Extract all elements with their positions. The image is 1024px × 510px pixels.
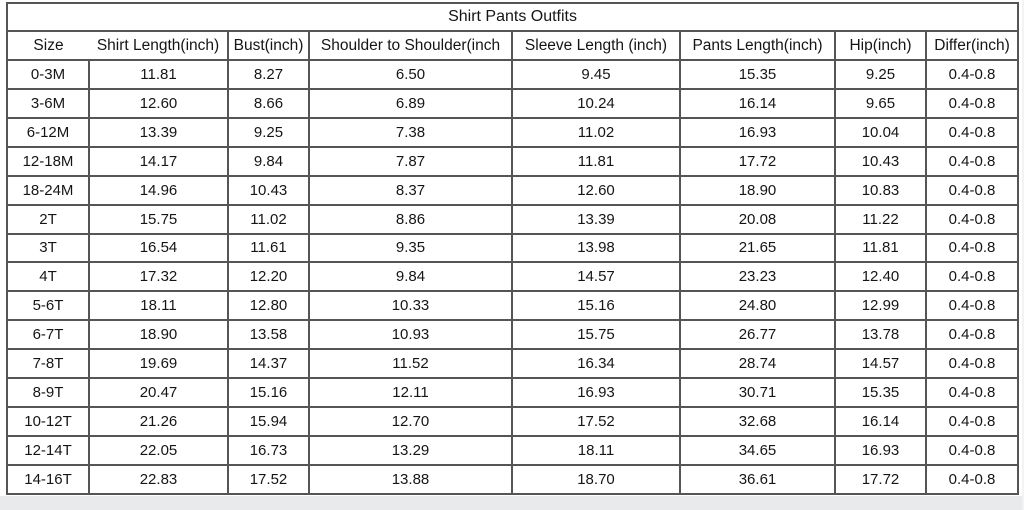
value-cell: 0.4-0.8	[926, 407, 1018, 436]
table-row-6-7t	[7, 320, 1018, 349]
column-header-shirt-length-inch: Shirt Length(inch)	[89, 31, 228, 60]
value-cell: 12.40	[835, 262, 926, 291]
value-cell: 36.61	[680, 465, 835, 494]
value-cell: 10.04	[835, 118, 926, 147]
value-cell: 12.11	[309, 378, 512, 407]
value-cell: 9.35	[309, 234, 512, 263]
value-cell: 10.83	[835, 176, 926, 205]
value-cell: 19.69	[89, 349, 228, 378]
value-cell: 11.02	[512, 118, 680, 147]
table-row-0-3m	[7, 60, 1018, 89]
value-cell: 18.90	[89, 320, 228, 349]
value-cell: 13.39	[89, 118, 228, 147]
value-cell: 11.52	[309, 349, 512, 378]
value-cell: 16.34	[512, 349, 680, 378]
value-cell: 15.16	[512, 291, 680, 320]
table-row-12-14t	[7, 436, 1018, 465]
value-cell: 22.83	[89, 465, 228, 494]
value-cell: 0.4-0.8	[926, 465, 1018, 494]
value-cell: 14.96	[89, 176, 228, 205]
table-row-10-12t	[7, 407, 1018, 436]
value-cell: 10.33	[309, 291, 512, 320]
value-cell: 12.99	[835, 291, 926, 320]
value-cell: 12.60	[89, 89, 228, 118]
value-cell: 9.25	[835, 60, 926, 89]
value-cell: 17.52	[512, 407, 680, 436]
value-cell: 0.4-0.8	[926, 262, 1018, 291]
table-row-3t	[7, 234, 1018, 263]
column-header-shoulder-to-shoulder-inch: Shoulder to Shoulder(inch	[309, 31, 512, 60]
bottom-strip	[0, 496, 1024, 510]
value-cell: 9.45	[512, 60, 680, 89]
size-cell: 0-3M	[7, 60, 89, 89]
value-cell: 22.05	[89, 436, 228, 465]
value-cell: 11.81	[512, 147, 680, 176]
value-cell: 32.68	[680, 407, 835, 436]
size-cell: 6-12M	[7, 118, 89, 147]
table-row-4t	[7, 262, 1018, 291]
size-cell: 12-18M	[7, 147, 89, 176]
value-cell: 14.37	[228, 349, 309, 378]
size-cell: 7-8T	[7, 349, 89, 378]
value-cell: 15.75	[89, 205, 228, 234]
table-header-row	[7, 31, 1018, 60]
column-header-differ-inch: Differ(inch)	[926, 31, 1018, 60]
size-cell: 5-6T	[7, 291, 89, 320]
value-cell: 14.17	[89, 147, 228, 176]
table-row-3-6m	[7, 89, 1018, 118]
value-cell: 0.4-0.8	[926, 320, 1018, 349]
value-cell: 16.14	[680, 89, 835, 118]
value-cell: 10.93	[309, 320, 512, 349]
value-cell: 13.88	[309, 465, 512, 494]
value-cell: 14.57	[835, 349, 926, 378]
table-row-14-16t	[7, 465, 1018, 494]
value-cell: 0.4-0.8	[926, 60, 1018, 89]
value-cell: 0.4-0.8	[926, 234, 1018, 263]
value-cell: 0.4-0.8	[926, 436, 1018, 465]
value-cell: 0.4-0.8	[926, 118, 1018, 147]
column-header-hip-inch: Hip(inch)	[835, 31, 926, 60]
value-cell: 7.38	[309, 118, 512, 147]
table-row-2t	[7, 205, 1018, 234]
size-cell: 18-24M	[7, 176, 89, 205]
value-cell: 18.11	[512, 436, 680, 465]
value-cell: 20.08	[680, 205, 835, 234]
size-cell: 8-9T	[7, 378, 89, 407]
value-cell: 0.4-0.8	[926, 349, 1018, 378]
table-row-12-18m	[7, 147, 1018, 176]
value-cell: 34.65	[680, 436, 835, 465]
value-cell: 14.57	[512, 262, 680, 291]
value-cell: 11.81	[89, 60, 228, 89]
size-cell: 4T	[7, 262, 89, 291]
value-cell: 30.71	[680, 378, 835, 407]
value-cell: 9.25	[228, 118, 309, 147]
value-cell: 23.23	[680, 262, 835, 291]
value-cell: 16.93	[680, 118, 835, 147]
size-cell: 6-7T	[7, 320, 89, 349]
column-header-bust-inch: Bust(inch)	[228, 31, 309, 60]
value-cell: 28.74	[680, 349, 835, 378]
value-cell: 15.75	[512, 320, 680, 349]
value-cell: 16.14	[835, 407, 926, 436]
value-cell: 12.80	[228, 291, 309, 320]
value-cell: 10.24	[512, 89, 680, 118]
value-cell: 0.4-0.8	[926, 205, 1018, 234]
size-cell: 3T	[7, 234, 89, 263]
value-cell: 26.77	[680, 320, 835, 349]
value-cell: 8.66	[228, 89, 309, 118]
value-cell: 11.02	[228, 205, 309, 234]
value-cell: 8.27	[228, 60, 309, 89]
value-cell: 17.32	[89, 262, 228, 291]
table-row-18-24m	[7, 176, 1018, 205]
value-cell: 15.35	[680, 60, 835, 89]
value-cell: 20.47	[89, 378, 228, 407]
size-cell: 10-12T	[7, 407, 89, 436]
value-cell: 8.86	[309, 205, 512, 234]
size-cell: 2T	[7, 205, 89, 234]
value-cell: 17.52	[228, 465, 309, 494]
value-cell: 10.43	[835, 147, 926, 176]
value-cell: 12.60	[512, 176, 680, 205]
value-cell: 16.93	[835, 436, 926, 465]
value-cell: 11.81	[835, 234, 926, 263]
value-cell: 13.39	[512, 205, 680, 234]
size-chart-table	[6, 2, 1019, 495]
value-cell: 9.65	[835, 89, 926, 118]
value-cell: 10.43	[228, 176, 309, 205]
value-cell: 15.94	[228, 407, 309, 436]
value-cell: 15.35	[835, 378, 926, 407]
value-cell: 0.4-0.8	[926, 147, 1018, 176]
value-cell: 12.70	[309, 407, 512, 436]
column-header-pants-length-inch: Pants Length(inch)	[680, 31, 835, 60]
table-title-row	[7, 3, 1018, 31]
table-row-8-9t	[7, 378, 1018, 407]
value-cell: 13.78	[835, 320, 926, 349]
value-cell: 13.98	[512, 234, 680, 263]
value-cell: 6.89	[309, 89, 512, 118]
value-cell: 8.37	[309, 176, 512, 205]
table-row-7-8t	[7, 349, 1018, 378]
value-cell: 16.73	[228, 436, 309, 465]
value-cell: 0.4-0.8	[926, 378, 1018, 407]
value-cell: 18.90	[680, 176, 835, 205]
page-title: Shirt Pants Outfits	[7, 3, 1018, 31]
value-cell: 0.4-0.8	[926, 291, 1018, 320]
value-cell: 18.11	[89, 291, 228, 320]
column-header-size: Size	[7, 31, 89, 60]
value-cell: 11.61	[228, 234, 309, 263]
value-cell: 24.80	[680, 291, 835, 320]
column-header-sleeve-length-inch: Sleeve Length (inch)	[512, 31, 680, 60]
size-cell: 12-14T	[7, 436, 89, 465]
value-cell: 16.54	[89, 234, 228, 263]
value-cell: 15.16	[228, 378, 309, 407]
value-cell: 16.93	[512, 378, 680, 407]
size-cell: 3-6M	[7, 89, 89, 118]
value-cell: 9.84	[309, 262, 512, 291]
value-cell: 6.50	[309, 60, 512, 89]
table-row-5-6t	[7, 291, 1018, 320]
value-cell: 17.72	[680, 147, 835, 176]
value-cell: 13.29	[309, 436, 512, 465]
value-cell: 11.22	[835, 205, 926, 234]
size-cell: 14-16T	[7, 465, 89, 494]
value-cell: 0.4-0.8	[926, 89, 1018, 118]
value-cell: 12.20	[228, 262, 309, 291]
value-cell: 21.65	[680, 234, 835, 263]
value-cell: 17.72	[835, 465, 926, 494]
value-cell: 13.58	[228, 320, 309, 349]
value-cell: 7.87	[309, 147, 512, 176]
value-cell: 18.70	[512, 465, 680, 494]
value-cell: 21.26	[89, 407, 228, 436]
value-cell: 0.4-0.8	[926, 176, 1018, 205]
value-cell: 9.84	[228, 147, 309, 176]
table-row-6-12m	[7, 118, 1018, 147]
